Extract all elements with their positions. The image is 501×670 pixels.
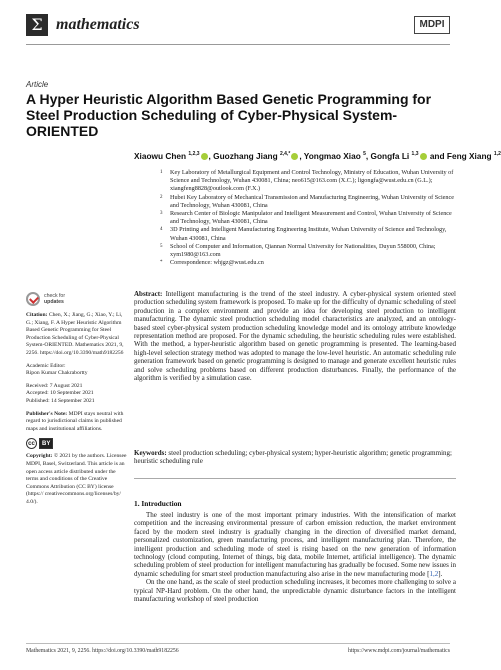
journal-header	[26, 14, 450, 46]
copyright-block	[26, 453, 128, 506]
citation-block	[26, 312, 128, 358]
footer-divider	[26, 643, 450, 644]
check-updates-icon	[26, 292, 40, 306]
cc-by-license-badge[interactable]	[26, 438, 128, 449]
affiliation-number: 1	[160, 170, 163, 175]
affiliation-item	[160, 259, 456, 267]
academic-editor-block	[26, 363, 128, 378]
copyright-label: Copyright:	[26, 453, 53, 460]
check-updates-button[interactable]	[26, 292, 128, 306]
author-affil-sup: 1,3	[411, 151, 419, 157]
orcid-icon[interactable]	[291, 153, 298, 160]
affiliation-item	[160, 210, 456, 226]
reference-link[interactable]: 1,2	[429, 569, 439, 578]
academic-editor-name: Ripon Kumar Chakrabortty	[26, 370, 88, 377]
keywords	[134, 449, 456, 466]
publisher-note-text: MDPI stays neutral with regard to jurisdictional claims in published maps and institutional affiliations.	[26, 410, 124, 432]
received-date: Received: 7 August 2021	[26, 382, 83, 389]
publisher-note-label: Publisher's Note:	[26, 410, 68, 417]
footer-journal-url[interactable]: https://www.mdpi.com/journal/mathematics	[347, 648, 450, 654]
author-name: Xiaowu Chen	[134, 150, 187, 161]
paragraph-text: On the one hand, as the scale of steel production scheduling increases, it becomes more challenging to solve a typical NP-Hard problem. On the other hand, the unpredictable dynamic disturbance factors in the intelligent manufacturing workshop of steel production	[134, 578, 456, 604]
author-and: and	[429, 150, 445, 161]
affiliation-text: Research Center of Biologic Manipulator and Intelligent Measurement and Control, Wuhan University of Science and Technology, Wuhan 430081, China	[170, 210, 452, 226]
orcid-icon[interactable]	[420, 153, 427, 160]
author-name: Feng Xiang	[446, 150, 492, 161]
affiliation-list	[160, 169, 456, 267]
affiliation-number: 5	[160, 243, 163, 249]
journal-name: mathematics	[56, 16, 140, 33]
abstract	[134, 290, 456, 382]
affiliation-text: 3D Printing and Intelligent Manufacturing Engineering Institute, Wuhan University of Science and Technology, Wuhan 430081, China	[170, 226, 447, 242]
introduction-body	[134, 511, 456, 603]
left-sidebar	[26, 292, 128, 511]
check-updates-line2: updates	[44, 299, 64, 305]
abstract-text: Intelligent manufacturing is the trend of the steel industry. A cyber-physical system oriented steel production scheduling system framework is proposed. To make up for the difficulty of dynamic scheduling of steel production in a complex environment and provide an idea for developing steel production to intelligent manufacturing. The dynamic steel production scheduling model characteristics are analyzed, and an ontology-based steel cyber-physical system production scheduling knowledge model and its ontology attribute knowledge representation method are proposed. For the dynamic scheduling, the heuristic scheduling rules were established. With the method, a hyper-heuristic algorithm based on genetic programming is presented. The learning-based high-level selection strategy method was adopted to manage the low-level heuristic. An automatic scheduling rule generation framework based on genetic programming is designed to manage and generate excellent heuristic rules and solve scheduling problems based on different production disturbances. Finally, the performance of the algorithm is verified by a simulation case.	[134, 290, 456, 383]
publisher-note-block	[26, 411, 128, 434]
paragraph-text: The steel industry is one of the most important primary industries. With the intensification of market competition and the increasing environmental pressure of carbon emission reduction, the market environment faced by the modern steel industry is gradually changing in the direction of diversified market demand, personalized customization, green manufacturing process, and intelligent manufacturing plan. Therefore, the intelligent production and scheduling mode of steel is rising based on the new generation of information technology (cloud computing, Internet of things, big data, mobile Internet, artificial intelligence). The dynamic scheduling problem of steel production for intelligent manufacturing has gradually be focused. Some new issues in dynamic scheduling for smart steel production manufacturing also arise in the new manufacturing mode [	[134, 511, 456, 578]
published-date: Published: 14 September 2021	[26, 397, 95, 404]
article-type: Article	[26, 80, 49, 89]
author-name: Guozhang Jiang	[213, 150, 278, 161]
check-updates-label	[44, 293, 65, 305]
affiliation-item	[160, 194, 456, 210]
academic-editor-label: Academic Editor:	[26, 362, 66, 369]
dates-block	[26, 383, 128, 406]
keywords-divider	[134, 478, 456, 479]
footer-citation[interactable]: Mathematics 2021, 9, 2256. https://doi.org/10.3390/math9182256	[26, 648, 179, 654]
affiliation-text: Key Laboratory of Metallurgical Equipment and Control Technology, Ministry of Education, Wuhan University of Science and Technology, Wuhan 430081, China; neo615@163.com (X.C.); ligongfa@wust.edu.cn (G.L.); xiangfeng8828@outlook.com (F.X.)	[170, 169, 454, 193]
citation-label: Citation:	[26, 312, 48, 318]
author-affil-sup: 1,2,3	[188, 151, 200, 157]
check-updates-line1: check for	[44, 293, 66, 299]
affiliation-text: School of Computer and Information, Qiannan Normal University for Nationalities, Duyun 558000, China; xym1980@163.com	[170, 242, 436, 259]
affiliation-number: 2	[160, 194, 163, 200]
keywords-text: steel production scheduling; cyber-physical system; hyper-heuristic algorithm; genetic programming; heuristic scheduling rule	[134, 449, 452, 466]
affiliation-item	[160, 243, 456, 259]
affiliation-number: 3	[160, 211, 163, 217]
journal-logo-icon: Σ	[26, 14, 48, 36]
copyright-text: © 2021 by the authors. Licensee MDPI, Basel, Switzerland. This article is an open access article distributed under the terms and conditions of the Creative Commons Attribution (CC BY) license (https:// creativecommons.org/licenses/by/ 4.0/).	[26, 453, 127, 505]
affiliation-item	[160, 226, 456, 242]
mdpi-logo[interactable]: MDPI	[414, 16, 450, 34]
keywords-label: Keywords:	[134, 449, 167, 457]
affiliation-text: Hubei Key Laboratory of Mechanical Transmission and Manufacturing Engineering, Wuhan University of Science and Technology, Wuhan 430081, China	[170, 193, 455, 209]
author-list: Xiaowu Chen $^{1,2,3}$ , Guozhang Jiang $^{2,4,*}$ , Yongmao Xiao $^5$, Gongfa Li $^{1,3}$ and Feng Xiang $^{1,2}$	[134, 150, 501, 161]
section-heading: 1. Introduction	[134, 499, 182, 508]
paper-title: A Hyper Heuristic Algorithm Based Genetic Programming for Steel Production Scheduling of Cyber-Physical System-ORIENTED	[26, 91, 432, 139]
by-icon: BY	[39, 438, 53, 449]
affiliation-text: Correspondence: whjgz@wust.edu.cn	[170, 259, 264, 267]
author-name: Yongmao Xiao	[303, 150, 361, 161]
author-affil-sup: 5	[363, 151, 366, 157]
paragraph-text: ].	[438, 569, 443, 578]
author-affil-sup: 2,4,*	[280, 151, 291, 157]
orcid-icon[interactable]	[201, 153, 208, 160]
accepted-date: Accepted: 10 September 2021	[26, 390, 94, 397]
author-affil-sup: 1,2	[493, 151, 501, 157]
paragraph	[134, 578, 456, 603]
affiliation-number: 4	[160, 227, 163, 233]
header-divider	[26, 44, 450, 45]
citation-text: Chen, X.; Jiang, G.; Xiao, Y.; Li, G.; Xiang, F. A Hyper Heuristic Algorithm Based Genetic Programming for Steel Production Scheduling of Cyber-Physical System-ORIENTED. Mathematics 2021, 9, 2256. https://doi.org/10.3390/math9182256	[26, 312, 124, 356]
affiliation-number: *	[160, 260, 163, 266]
cc-icon: cc	[26, 438, 37, 449]
abstract-label: Abstract:	[134, 290, 163, 298]
affiliation-item	[160, 169, 456, 194]
paragraph	[134, 511, 456, 578]
author-name: Gongfa Li	[370, 150, 410, 161]
